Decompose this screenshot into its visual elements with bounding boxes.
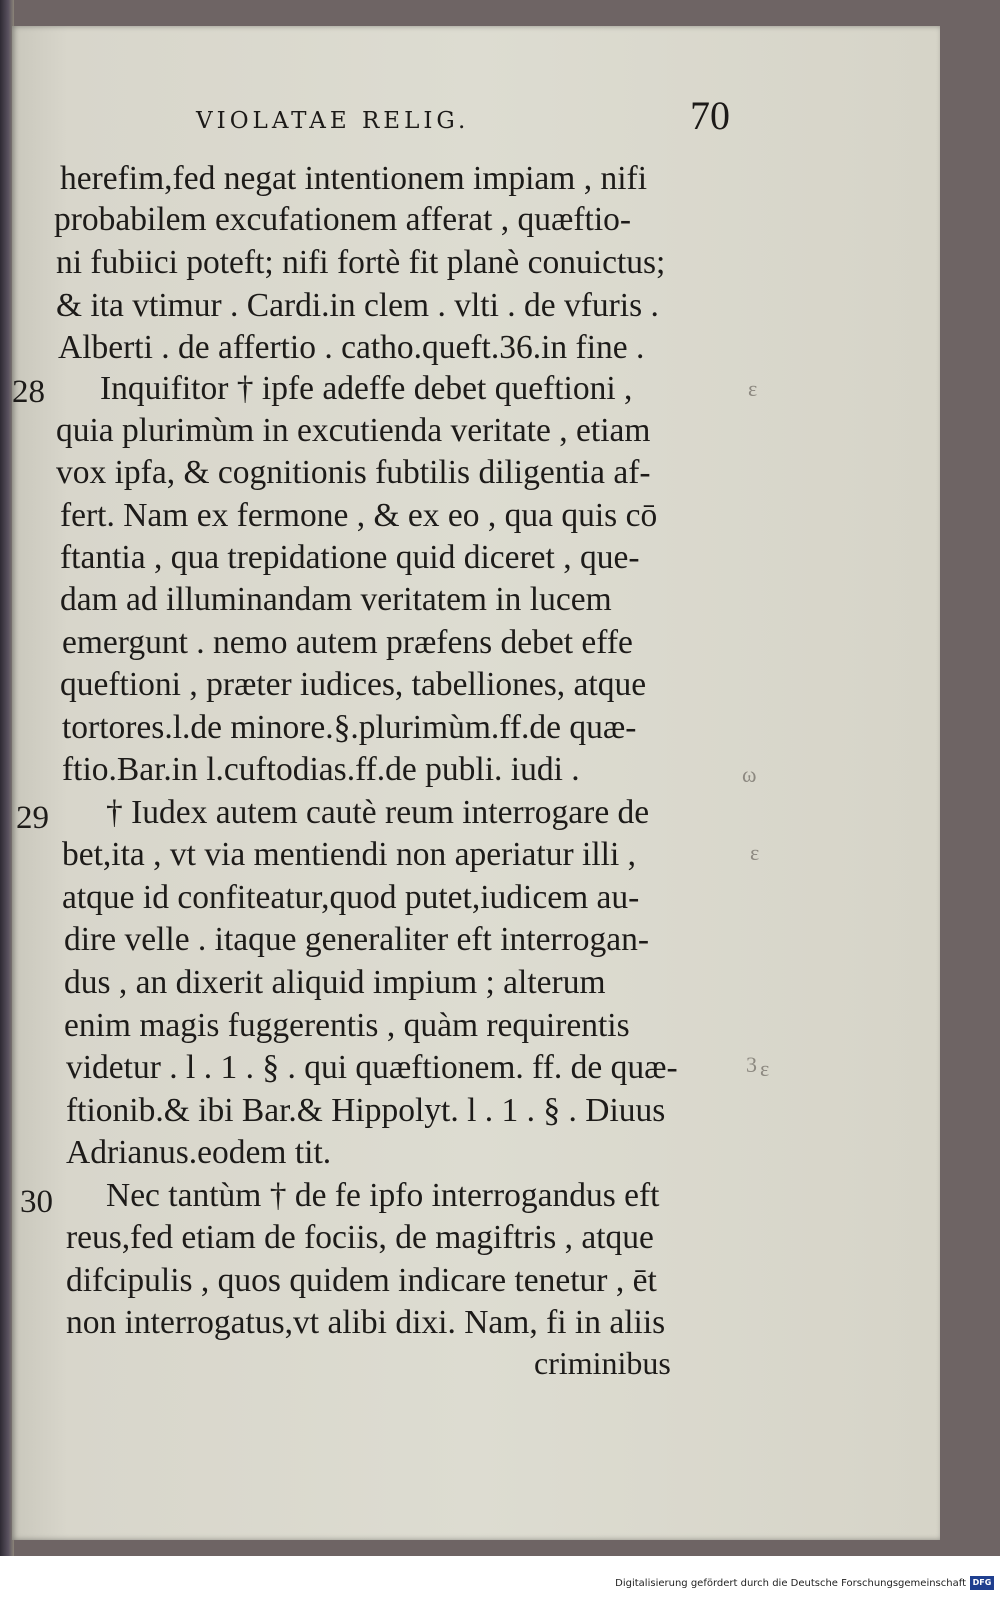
text-line: herefim,fed negat intentionem impiam , nifi	[60, 160, 648, 197]
footer-bar	[0, 1556, 1000, 1598]
text-line: probabilem excufationem afferat , quæftio-	[54, 201, 632, 238]
text-line: Alberti . de affertio . catho.queft.36.in fine .	[58, 329, 645, 366]
text-line: Inquifitor † ipfe adeffe debet queftioni ,	[100, 370, 633, 407]
margin-number: 30	[20, 1184, 53, 1220]
text-line: Nec tantùm † de fe ipfo interrogandus eft	[106, 1177, 660, 1214]
text-line: ftio.Bar.in l.cuftodias.ff.de publi. iudi .	[62, 751, 580, 788]
bleed-through-mark: 3	[746, 1052, 757, 1077]
text-line: dire velle . itaque generaliter eft interrogan-	[64, 921, 650, 958]
text-line: ftantia , qua trepidatione quid diceret , que-	[60, 539, 640, 576]
text-line: bet,ita , vt via mentiendi non aperiatur illi ,	[62, 836, 636, 873]
text-line: atque id confiteatur,quod putet,iudicem au-	[62, 879, 640, 916]
text-line: & ita vtimur . Cardi.in clem . vlti . de vfuris .	[56, 287, 659, 324]
bleed-through-mark: ε	[760, 1056, 770, 1081]
running-head: VIOLATAE RELIG.	[196, 108, 470, 134]
bleed-through-mark: ε	[750, 840, 760, 865]
text-line: fert. Nam ex fermone , & ex eo , qua quis cō	[60, 497, 658, 534]
text-line: Adrianus.eodem tit.	[66, 1134, 332, 1171]
text-line: difcipulis , quos quidem indicare tenetur , ēt	[66, 1262, 657, 1299]
bleed-through-mark: ε	[748, 376, 758, 401]
digitization-credit: Digitalisierung gefördert durch die Deutsche Forschungsgemeinschaft	[615, 1578, 966, 1589]
dfg-logo: DFG	[970, 1576, 994, 1590]
page-number: 70	[690, 93, 730, 138]
text-line: tortores.l.de minore.§.plurimùm.ff.de quæ-	[62, 709, 637, 746]
text-line: dus , an dixerit aliquid impium ; alterum	[64, 964, 606, 1001]
margin-number: 28	[12, 374, 45, 410]
text-line: videtur . l . 1 . § . qui quæftionem. ff. de quæ-	[66, 1049, 678, 1086]
text-line: non interrogatus,vt alibi dixi. Nam, fi in aliis	[66, 1304, 666, 1341]
catchword: criminibus	[534, 1345, 671, 1381]
bleed-through-mark: ω	[742, 762, 757, 787]
text-line: ni fubiici poteft; nifi fortè fit planè conuictus;	[56, 244, 666, 281]
text-line: quia plurimùm in excutienda veritate , etiam	[56, 412, 651, 449]
text-line: reus,fed etiam de fociis, de magiftris , atque	[66, 1219, 654, 1256]
text-line: queftioni , præter iudices, tabelliones, atque	[60, 666, 647, 703]
margin-number: 29	[16, 800, 49, 836]
text-line: emergunt . nemo autem præfens debet effe	[62, 624, 633, 661]
text-line: † Iudex autem cautè reum interrogare de	[106, 794, 650, 831]
text-line: dam ad illuminandam veritatem in lucem	[60, 581, 612, 618]
text-line: ftionib.& ibi Bar.& Hippolyt. l . 1 . § . Diuus	[66, 1092, 666, 1129]
text-line: vox ipfa, & cognitionis fubtilis diligentia af-	[56, 454, 651, 491]
text-line: enim magis fuggerentis , quàm requirentis	[64, 1007, 630, 1044]
